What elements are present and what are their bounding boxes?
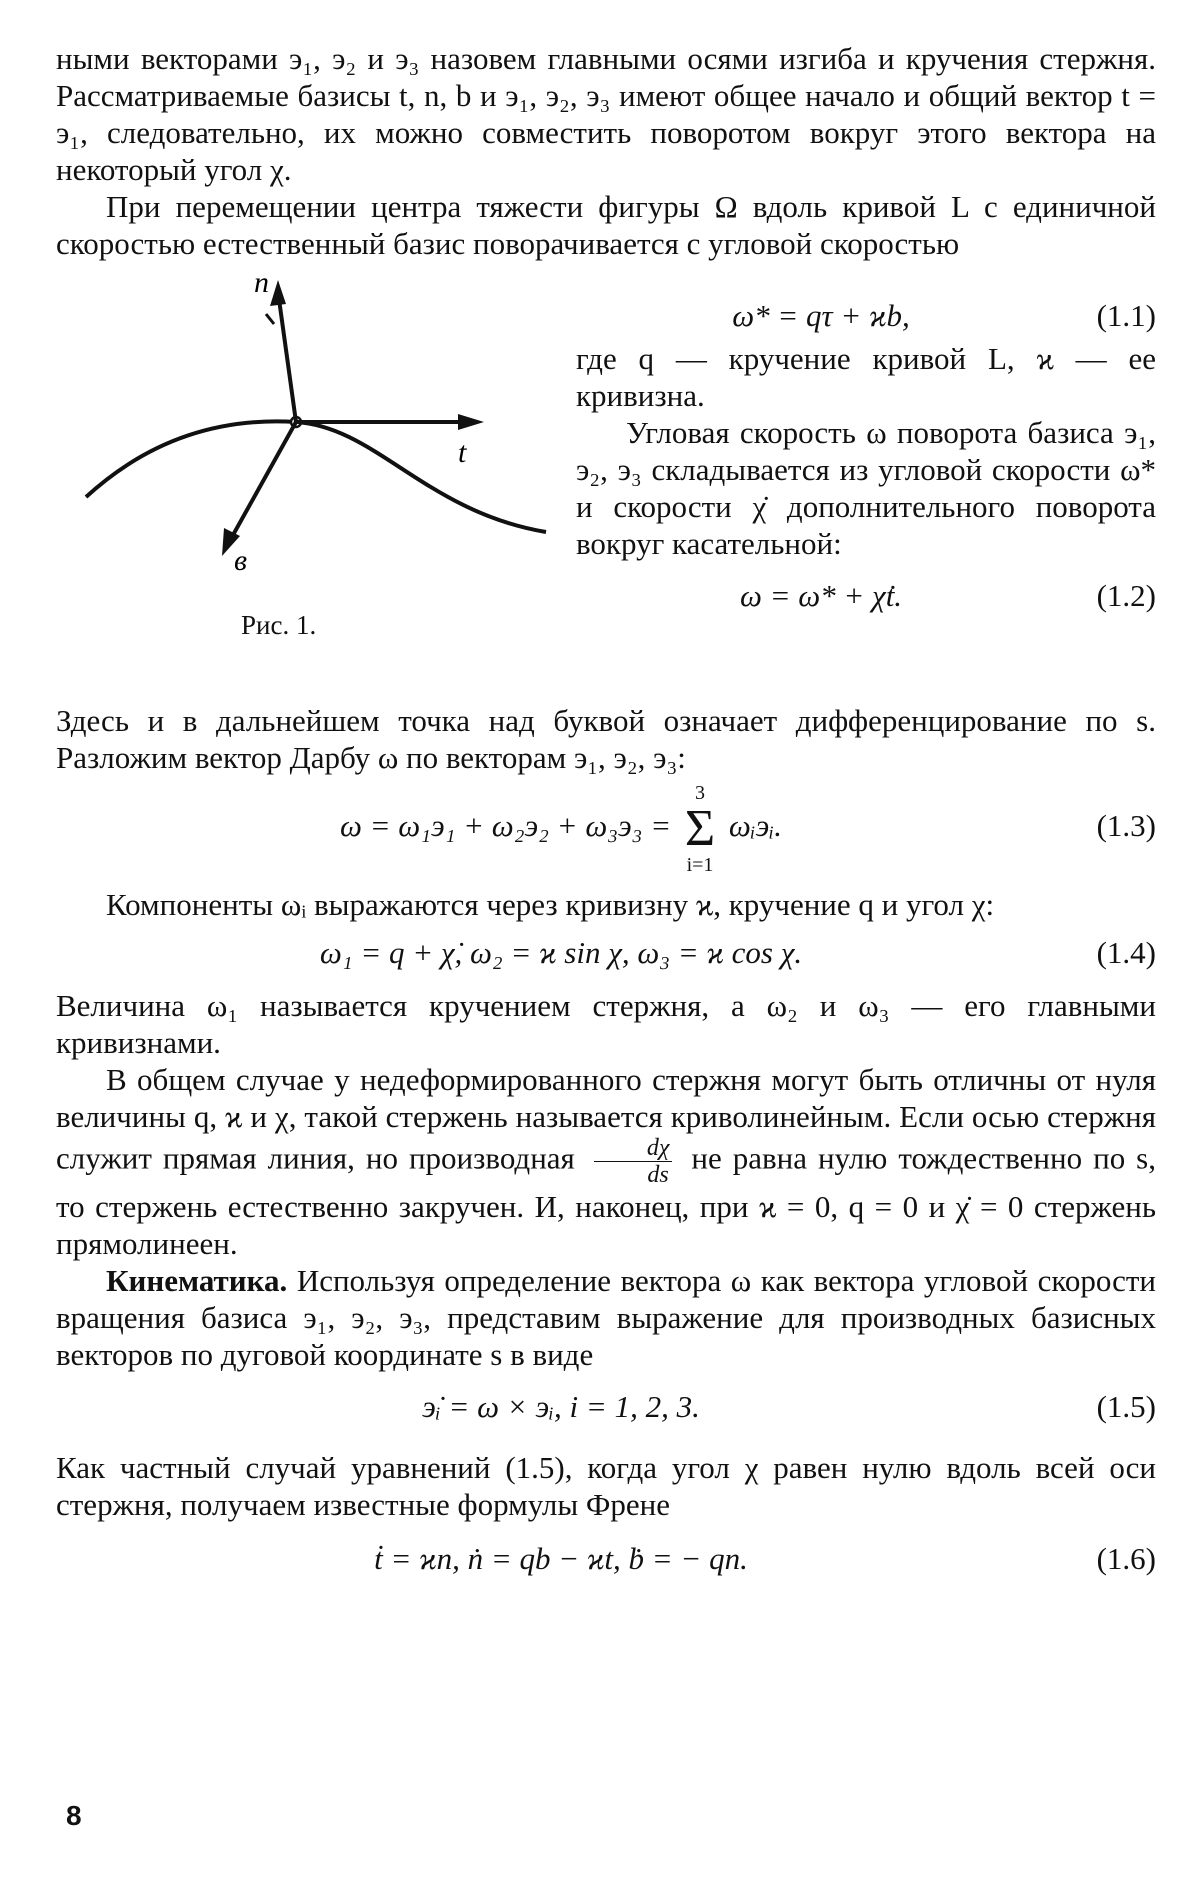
fraction-denominator: ds [647, 1162, 669, 1188]
fraction-numerator: dχ [594, 1135, 673, 1162]
n-arrowhead [270, 280, 286, 306]
sum-lower-limit: i=1 [686, 853, 714, 876]
equation-1-3-left: ω = ω₁э₁ + ω₂э₂ + ω₃э₃ = [339, 808, 672, 843]
equation-1-4-body: ω₁ = q + χ̇, ω₂ = ϰ sin χ, ω₃ = ϰ cos χ. [319, 935, 803, 970]
equation-1-5-body: э̇ᵢ = ω × эᵢ, i = 1, 2, 3. [422, 1389, 700, 1424]
paragraph-4: Угловая скорость ω поворота базиса э₁, э₂, э₃ складывается из угловой скорости ω* и скорости χ̇ дополнительного поворота вокруг касательной: [576, 415, 1156, 561]
equation-1-6 [56, 1535, 1156, 1583]
t-arrowhead [458, 414, 484, 430]
paragraph-5: Здесь и в дальнейшем точка над буквой означает дифференцирование по s. Разложим вектор Дарбу ω по векторам э₁, э₂, э₃: [56, 703, 1156, 775]
paragraph-9-body: Используя определение вектора ω как вектора угловой скорости вращения базиса э₁, э₂, э₃, представим выражение для производных базисных векторов по дуговой координате s в виде [56, 1263, 1156, 1372]
paragraph-10: Как частный случай уравнений (1.5), когда угол χ равен нулю вдоль всей оси стержня, получаем известные формулы Френе [56, 1450, 1156, 1522]
right-column [576, 262, 1156, 620]
equation-1-2 [576, 572, 1156, 620]
equation-1-6-body: ṫ = ϰn, ṅ = qb − ϰt, ḃ = − qn. [374, 1541, 748, 1576]
paragraph-8 [56, 1061, 1156, 1262]
equation-1-2-number: (1.2) [1096, 578, 1156, 613]
paragraph-3: где q — кручение кривой L, ϰ — ее кривизна. [576, 341, 1156, 413]
n-axis [278, 292, 296, 422]
page-number: 8 [66, 1800, 82, 1831]
equation-1-4-number: (1.4) [1096, 935, 1156, 970]
label-b: в [234, 544, 248, 577]
b-axis [228, 422, 296, 544]
equation-1-1-number: (1.1) [1096, 298, 1156, 333]
equation-1-3-body [56, 776, 1066, 876]
equation-1-5 [56, 1383, 1156, 1431]
equation-1-5-number: (1.5) [1096, 1389, 1156, 1424]
equation-1-2-body: ω = ω* + χ̇t. [739, 578, 903, 613]
label-n: n [254, 266, 269, 299]
paragraph-1: ными векторами э₁, э₂ и э₃ назовем главными осями изгиба и кручения стержня. Рассматриваемые базисы t, n, b и э₁, э₂, э₃ имеют общее начало и общий вектор t = э₁, следовательно, их можно совместить поворотом вокруг этого вектора на некоторый угол χ. [56, 41, 1156, 187]
rod-axis-curve [86, 421, 546, 532]
sum-symbol: Σ [684, 799, 716, 857]
figure-caption: Рис. 1. [241, 610, 317, 640]
equation-1-1 [576, 292, 1156, 340]
equation-1-3-number: (1.3) [1096, 808, 1156, 843]
equation-1-6-number: (1.6) [1096, 1541, 1156, 1576]
paragraph-8-part-a: В общем случае у недеформированного стержня могут быть отличны от нуля величины q, ϰ и χ, такой стержень называется криволинейным. Если осью стержня служит прямая линия, но производная [56, 1062, 1156, 1176]
sum-upper-limit: 3 [695, 781, 705, 804]
equation-1-4 [56, 929, 1156, 977]
equation-1-3 [56, 776, 1156, 876]
section-heading-kinematics: Кинематика. [106, 1263, 288, 1298]
page-content [56, 40, 1156, 1583]
paragraph-7: Величина ω₁ называется кручением стержня, а ω₂ и ω₃ — его главными кривизнами. [56, 988, 1156, 1060]
equation-1-3-right: ωᵢэᵢ. [728, 808, 783, 843]
paragraph-6: Компоненты ωᵢ выражаются через кривизну ϰ, кручение q и угол χ: [106, 887, 995, 922]
fraction-dchi-ds [594, 1135, 673, 1188]
label-t: t [458, 436, 467, 469]
figure-block [56, 262, 1156, 702]
summation [685, 783, 715, 875]
paragraph-8-part-b: не равна нулю тождественно по s, то стержень естественно закручен. И, наконец, при ϰ = 0, q = 0 и χ̇ = 0 стержень прямолинеен. [56, 1140, 1156, 1261]
n-tick [266, 314, 274, 324]
paragraph-2: При перемещении центра тяжести фигуры Ω вдоль кривой L с единичной скоростью естественный базис поворачивается с угловой скоростью [56, 189, 1156, 261]
paragraph-9 [56, 1262, 1156, 1373]
equation-1-1-body: ω* = qτ + ϰb, [732, 298, 910, 333]
